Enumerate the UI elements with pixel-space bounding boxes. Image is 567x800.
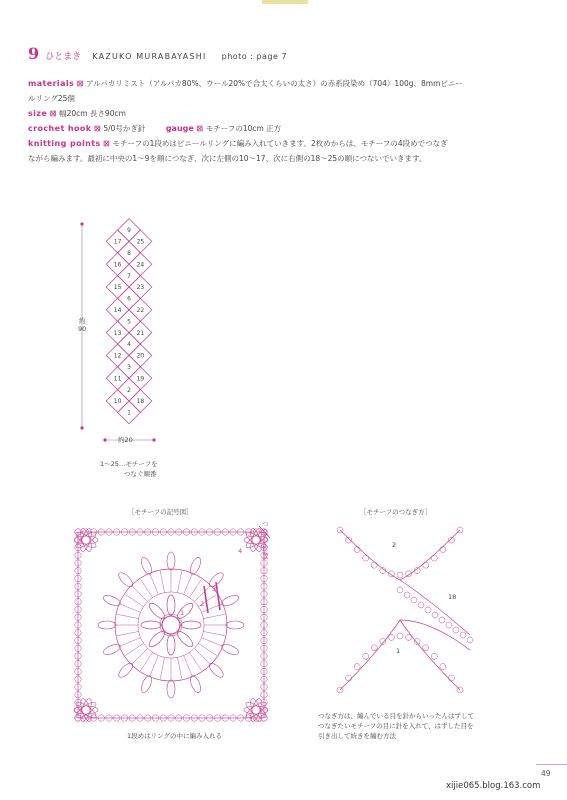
upper-chain-loop	[371, 562, 377, 568]
materials-label: materials	[28, 79, 75, 88]
lower-chain-loop	[346, 675, 352, 681]
motif-cell-number: 3	[127, 364, 131, 371]
inner-petal	[167, 635, 175, 655]
stitch-post	[160, 571, 164, 593]
dimension-dot-top	[80, 222, 83, 225]
top-color-mark	[262, 0, 308, 4]
join-caption-line-3: 引き出して続きを編む方法	[318, 732, 396, 740]
right-chain-loop	[411, 597, 417, 603]
motif-cell-number: 18	[136, 398, 145, 406]
layout-caption-line-1: 1～25…モチーフを	[100, 460, 158, 468]
round-4-petal	[117, 661, 135, 679]
motif-cell-number: 8	[127, 250, 131, 257]
pattern-title: ひとまき	[45, 52, 82, 62]
motif-cell-number: 2	[127, 386, 131, 394]
motif-cell-right	[129, 390, 152, 413]
upper-chain-loop	[440, 547, 446, 553]
right-chain-loop	[397, 587, 403, 593]
lower-chain-loop	[406, 634, 412, 640]
motif-cell-number: 15	[113, 284, 122, 292]
join-method-diagram	[320, 520, 480, 700]
stitch-post	[125, 643, 143, 655]
motif-cell-right	[129, 321, 152, 344]
motif-cell-number: 11	[113, 375, 122, 383]
join-motif-label-2: 2	[392, 541, 397, 549]
square-border	[78, 532, 264, 718]
motif-cell-number: 13	[113, 329, 122, 337]
dimension-dot-bottom	[80, 426, 83, 429]
inner-petal	[175, 629, 195, 649]
motif-cell-right	[129, 230, 152, 253]
lower-motif-edge	[340, 620, 460, 690]
row-label-4: 4	[238, 547, 243, 555]
upper-chain-loop	[423, 562, 429, 568]
motif-cell-left	[106, 321, 129, 344]
materials-text: アルパカリミスト（アルパカ80%、ウール20%で合太くらいの太さ）の赤系段染め（704）100g、8mmビニー	[86, 79, 463, 88]
corner-flower-petal	[74, 700, 98, 721]
motif-cell-number: 12	[113, 352, 122, 360]
motif-cell-left	[106, 295, 131, 321]
corner-flower-petal	[244, 700, 268, 721]
motif-cell-number: 5	[127, 318, 131, 326]
separator-icon: ⊠	[93, 124, 101, 133]
stitch-post	[203, 614, 225, 618]
lower-chain-loop	[363, 653, 369, 659]
stitch-post	[120, 604, 140, 612]
lower-chain-loop	[423, 645, 429, 651]
round-4-petal	[117, 571, 135, 589]
upper-motif-edge	[340, 530, 460, 580]
inner-petal	[147, 629, 167, 649]
right-chain-loop	[446, 622, 452, 628]
inner-petal	[141, 621, 161, 629]
corner-flower-petal	[74, 530, 98, 551]
round-4-petal	[188, 674, 202, 694]
motif-cell-number: 25	[136, 238, 145, 246]
size-label: size	[28, 109, 48, 118]
stitch-post	[120, 638, 140, 646]
points-text: モチーフの1段めはビニールリングに編み入れていきます。2枚めからは、モチーフの4段めでつなぎ	[112, 139, 448, 148]
round-4-petal	[207, 661, 225, 679]
join-method-caption	[318, 711, 474, 741]
separator-icon: ⊠	[103, 139, 111, 148]
motif-cell-left	[106, 367, 129, 390]
right-chain-loop	[432, 612, 438, 618]
right-chain-loop	[453, 627, 459, 633]
join-method-title: ［モチーフのつなぎ方］	[360, 508, 432, 516]
separator-icon: ⊠	[49, 109, 57, 118]
motif-chart-caption: 1段めはリングの中に編み入れる	[127, 732, 223, 740]
author-name: KAZUKO MURABAYASHI	[92, 52, 207, 61]
upper-chain-loop	[363, 555, 369, 561]
motif-cell-left	[106, 276, 129, 299]
motif-cell-left	[106, 344, 129, 367]
motif-cell-number: 22	[136, 307, 145, 314]
motif-cell-left	[106, 253, 129, 276]
motif-cell-number: 4	[127, 341, 131, 349]
stitch-post	[177, 571, 181, 593]
join-position-label: つなぐ位置	[262, 520, 269, 560]
lower-chain-loop	[448, 675, 454, 681]
round-4-petal	[102, 642, 122, 656]
right-chain-loop	[425, 607, 431, 613]
motif-cell-left	[106, 390, 129, 413]
stitch-post	[132, 586, 148, 602]
center-ring	[162, 616, 180, 634]
points-line	[28, 136, 538, 151]
dimension-dot-right	[152, 438, 155, 441]
motif-cell-number: 23	[136, 284, 145, 292]
size-text: 幅20cm 長さ90cm	[59, 109, 126, 118]
stitch-post	[160, 657, 164, 679]
round-4-petal	[188, 556, 202, 576]
motif-chart-title: ［モチーフの記号図］	[128, 508, 193, 516]
motif-cell-right	[129, 367, 152, 390]
motif-cell-right	[129, 253, 152, 276]
footer-rule	[536, 764, 567, 765]
corner-flower-petal	[74, 700, 98, 721]
hook-gauge-line	[28, 121, 538, 136]
stitch-post	[132, 648, 148, 664]
motif-cell-number: 1	[127, 409, 131, 417]
size-line	[28, 106, 538, 121]
gauge-label: gauge	[165, 124, 194, 133]
upper-chain-loop	[354, 547, 360, 553]
layout-caption	[100, 459, 158, 479]
round-4-petal	[102, 593, 122, 607]
lower-chain-loop	[440, 664, 446, 670]
motif-stitch-chart	[66, 518, 276, 733]
stitch-post	[184, 655, 192, 675]
page-number: 49	[541, 769, 551, 778]
corner-flower-petal	[244, 700, 268, 721]
join-caption-line-1: つなぎ方は、編んでいる目を針からいったんはずして	[318, 712, 474, 720]
join-motif-label-18: 18	[448, 593, 457, 601]
pattern-header	[28, 44, 287, 63]
motif-cell-number: 16	[113, 261, 122, 269]
round-2-ring	[138, 592, 204, 658]
materials-line	[28, 76, 538, 91]
photo-reference: photo : page 7	[221, 52, 288, 61]
motif-cell-left	[106, 230, 129, 253]
stitch-post	[150, 574, 158, 594]
height-label-2: 90	[78, 325, 87, 333]
stitch-post	[189, 652, 201, 670]
stitch-post	[184, 574, 192, 594]
lower-chain-loop	[354, 664, 360, 670]
center-ring-outer	[160, 614, 182, 636]
motif-cell-number: 20	[136, 352, 145, 360]
motif-cell-number: 6	[127, 295, 131, 303]
inner-petal	[175, 601, 195, 621]
motif-cell-number: 7	[127, 272, 131, 280]
separator-icon: ⊠	[196, 124, 204, 133]
right-chain-loop	[467, 637, 473, 643]
motif-cell-number: 17	[113, 238, 122, 246]
motif-cell-number: 21	[136, 329, 145, 337]
motif-chart-drawing	[74, 526, 270, 723]
row-label-3: 3	[212, 585, 217, 593]
upper-chain-loop	[397, 572, 403, 578]
row-label-2: 2	[200, 600, 205, 608]
motif-cell-number: 14	[113, 307, 122, 314]
lower-chain-loop	[371, 645, 377, 651]
right-chain-loop	[404, 592, 410, 598]
round-4-petal	[220, 642, 240, 656]
lower-chain-loop	[431, 653, 437, 659]
motif-cell-right	[129, 344, 152, 367]
inner-petal	[167, 595, 175, 615]
motif-cells	[106, 219, 152, 424]
layout-caption-line-2: つなぐ順番	[124, 470, 157, 478]
stitch-post	[117, 631, 139, 635]
round-4-petal	[98, 621, 116, 629]
join-caption-line-2: つなぎたいモチーフの目に針を入れて、はずした目を	[318, 722, 474, 730]
stitch-post	[125, 594, 143, 606]
separator-icon: ⊠	[76, 79, 84, 88]
lower-chain-loop	[397, 633, 403, 639]
stitch-post	[117, 614, 139, 618]
right-chain-loop	[460, 632, 466, 638]
points-label: knitting points	[28, 139, 101, 148]
motif-cell-right	[127, 295, 152, 321]
round-4-petal	[167, 680, 175, 698]
round-marker-4	[216, 582, 220, 610]
motif-cell-number: 10	[113, 398, 122, 406]
points-line-2: ながら編みます。最初に中央の1～9を順につなぎ、次に左側の10～17、次に右側の18～25の順につないでいきます。	[28, 154, 427, 163]
gauge-text: モチーフの10cm 正方	[205, 124, 282, 133]
stitch-post	[177, 657, 181, 679]
right-chain-loop	[439, 617, 445, 623]
stitch-post	[140, 579, 152, 597]
pattern-info	[28, 76, 538, 166]
stitch-post	[140, 652, 152, 670]
stitch-post	[194, 648, 210, 664]
corner-flower-petal	[74, 530, 98, 551]
stitch-post	[150, 655, 158, 675]
right-chain-loop	[418, 602, 424, 608]
round-4-petal	[167, 552, 175, 570]
motif-cell-number: 24	[136, 261, 145, 269]
join-motif-label-1: 1	[396, 647, 401, 655]
inner-petal	[181, 621, 201, 629]
round-4-petal	[226, 621, 244, 629]
round-4-petal	[139, 556, 153, 576]
motif-cell-right	[129, 276, 152, 299]
stitch-post	[198, 643, 216, 655]
inner-petal	[147, 601, 167, 621]
hook-text: 5/0号かぎ針	[103, 124, 146, 133]
width-label: 約20	[118, 436, 133, 444]
height-label-1: 約	[79, 317, 86, 325]
row-label-1: 1	[180, 609, 185, 617]
pattern-number: 9	[28, 44, 40, 63]
round-4-petal	[139, 674, 153, 694]
stitch-post	[201, 638, 221, 646]
motif-cell-number: 9	[127, 227, 131, 235]
stitch-post	[203, 631, 225, 635]
stitch-post	[189, 579, 201, 597]
right-motif-edge-top	[400, 580, 470, 635]
round-4-petal	[220, 593, 240, 607]
hook-label: crochet hook	[28, 124, 92, 133]
join-drawing	[337, 527, 473, 693]
dimension-dot-left	[103, 438, 106, 441]
lower-chain-loop	[388, 634, 394, 640]
motif-cell-number: 19	[136, 375, 145, 383]
watermark: xijie065.blog.163.com	[446, 781, 541, 791]
materials-line-2: ルリング25個	[28, 94, 75, 103]
upper-chain-loop	[431, 555, 437, 561]
